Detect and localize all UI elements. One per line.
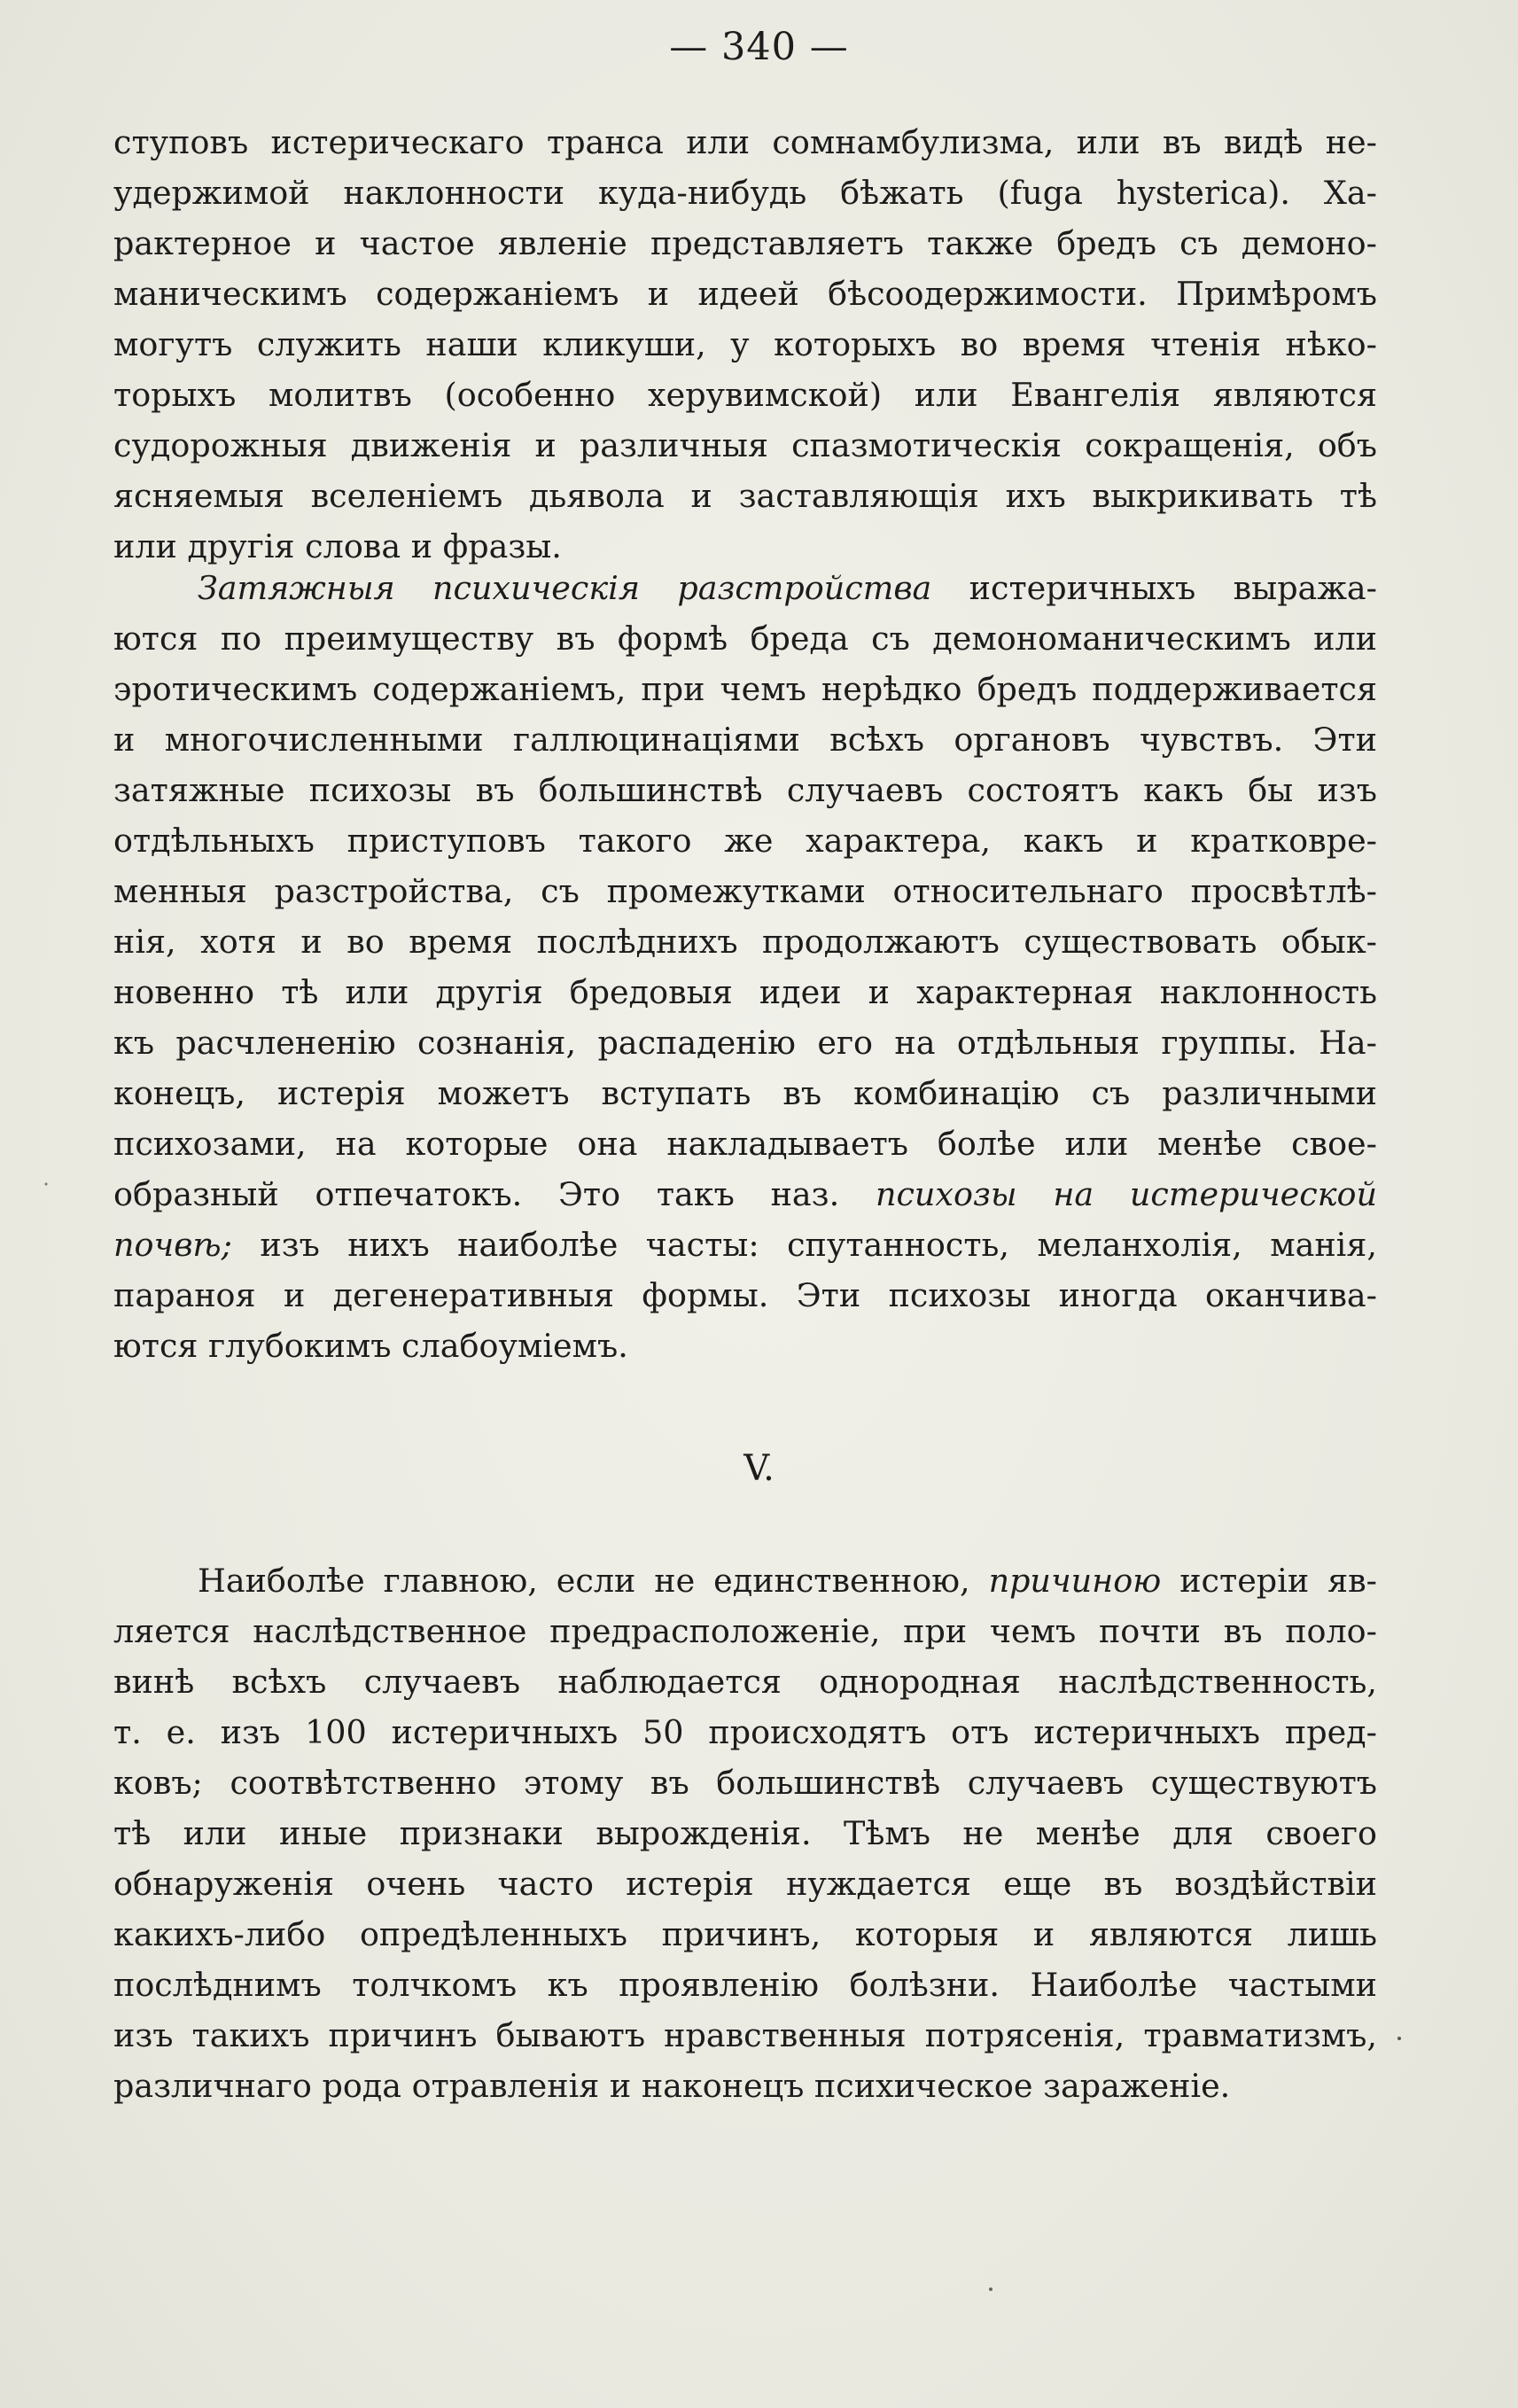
text-line: тѣ или иные признаки вырожденія. Тѣмъ не менѣе для своего xyxy=(113,1814,1377,1852)
text-line: и многочисленными галлюцинаціями всѣхъ органовъ чувствъ. Эти xyxy=(113,721,1377,759)
text-segment: Наиболѣе главною, если не единственною, xyxy=(198,1562,989,1600)
text-line: послѣднимъ толчкомъ къ проявленію болѣзни. Наиболѣе частыми xyxy=(113,1966,1377,2004)
text-line: новенно тѣ или другія бредовыя идеи и характерная наклонность xyxy=(113,973,1377,1011)
section-heading: V. xyxy=(743,1448,775,1489)
text-line: нія, хотя и во время послѣднихъ продолжаютъ существовать обык- xyxy=(113,923,1377,961)
text-line: менныя разстройства, съ промежутками относительнаго просвѣтлѣ- xyxy=(113,872,1377,910)
text-line: затяжные психозы въ большинствѣ случаевъ состоятъ какъ бы изъ xyxy=(113,771,1377,809)
italic-phrase: почвѣ; xyxy=(113,1226,232,1264)
text-line: удержимой наклонности куда-нибудь бѣжать (fuga hysterica). Ха- xyxy=(113,174,1377,212)
text-segment: изъ нихъ наиболѣе часты: спутанность, меланхолія, манія, xyxy=(231,1226,1377,1264)
text-line: ются по преимуществу въ формѣ бреда съ демономаническимъ или xyxy=(113,620,1377,658)
text-line: ляется наслѣдственное предрасположеніе, при чемъ почти въ поло- xyxy=(113,1612,1377,1650)
text-line: къ расчлененію сознанія, распаденію его на отдѣльныя группы. На- xyxy=(113,1024,1377,1062)
text-line: отдѣльныхъ приступовъ такого же характера, какъ и кратковре- xyxy=(113,822,1377,860)
text-line: конецъ, истерія можетъ вступать въ комбинацію съ различными xyxy=(113,1074,1377,1112)
text-line: рактерное и частое явленіе представляетъ также бредъ съ демоно- xyxy=(113,224,1377,262)
text-segment: истеріи яв- xyxy=(1161,1562,1377,1600)
text-line: т. е. изъ 100 истеричныхъ 50 происходятъ отъ истеричныхъ пред- xyxy=(113,1713,1377,1751)
text-line: могутъ служить наши кликуши, у которыхъ во время чтенія нѣко- xyxy=(113,325,1377,363)
text-line: винѣ всѣхъ случаевъ наблюдается однородная наслѣдственность, xyxy=(113,1663,1377,1701)
text-line: какихъ-либо опредѣленныхъ причинъ, которыя и являются лишь xyxy=(113,1915,1377,1953)
italic-phrase: Затяжныя психическія разстройства xyxy=(198,569,932,607)
text-line xyxy=(113,1555,1377,1606)
paragraph xyxy=(113,563,1377,1371)
text-line: или другія слова и фразы. xyxy=(113,527,562,565)
paragraph xyxy=(113,1555,1377,2111)
paragraph xyxy=(113,117,1377,572)
text-line: эротическимъ содержаніемъ, при чемъ нерѣдко бредъ поддерживается xyxy=(113,670,1377,708)
italic-phrase: психозы на истерической xyxy=(875,1175,1377,1213)
text-line: ступовъ истерическаго транса или сомнамбулизма, или въ видѣ не- xyxy=(113,123,1377,161)
text-segment: истеричныхъ выража- xyxy=(931,569,1377,607)
text-line xyxy=(113,1169,1377,1220)
text-segment: образный отпечатокъ. Это такъ наз. xyxy=(113,1175,876,1213)
text-line xyxy=(113,563,1377,613)
text-line: психозами, на которые она накладываетъ болѣе или менѣе свое- xyxy=(113,1125,1377,1163)
text-line: маническимъ содержаніемъ и идеей бѣсоодержимости. Примѣромъ xyxy=(113,275,1377,313)
text-line: судорожныя движенія и различныя спазмотическія сокращенія, объ xyxy=(113,426,1377,464)
text-line: ковъ; соотвѣтственно этому въ большинствѣ случаевъ существуютъ xyxy=(113,1764,1377,1802)
text-line: обнаруженія очень часто истерія нуждается еще въ воздѣйствіи xyxy=(113,1865,1377,1903)
text-line: торыхъ молитвъ (особенно херувимской) или Евангелія являются xyxy=(113,376,1377,414)
text-line: параноя и дегенеративныя формы. Эти психозы иногда оканчива- xyxy=(113,1276,1377,1314)
text-line: ются глубокимъ слабоуміемъ. xyxy=(113,1327,628,1365)
page-number: — 340 — xyxy=(669,25,849,69)
text-line: различнаго рода отравленія и наконецъ психическое зараженіе. xyxy=(113,2067,1231,2105)
text-line xyxy=(113,1220,1377,1270)
text-line: ясняемыя вселеніемъ дьявола и заставляющія ихъ выкрикивать тѣ xyxy=(113,477,1377,515)
text-line: изъ такихъ причинъ бываютъ нравственныя потрясенія, травматизмъ, xyxy=(113,2016,1377,2054)
italic-phrase: причиною xyxy=(988,1562,1162,1600)
